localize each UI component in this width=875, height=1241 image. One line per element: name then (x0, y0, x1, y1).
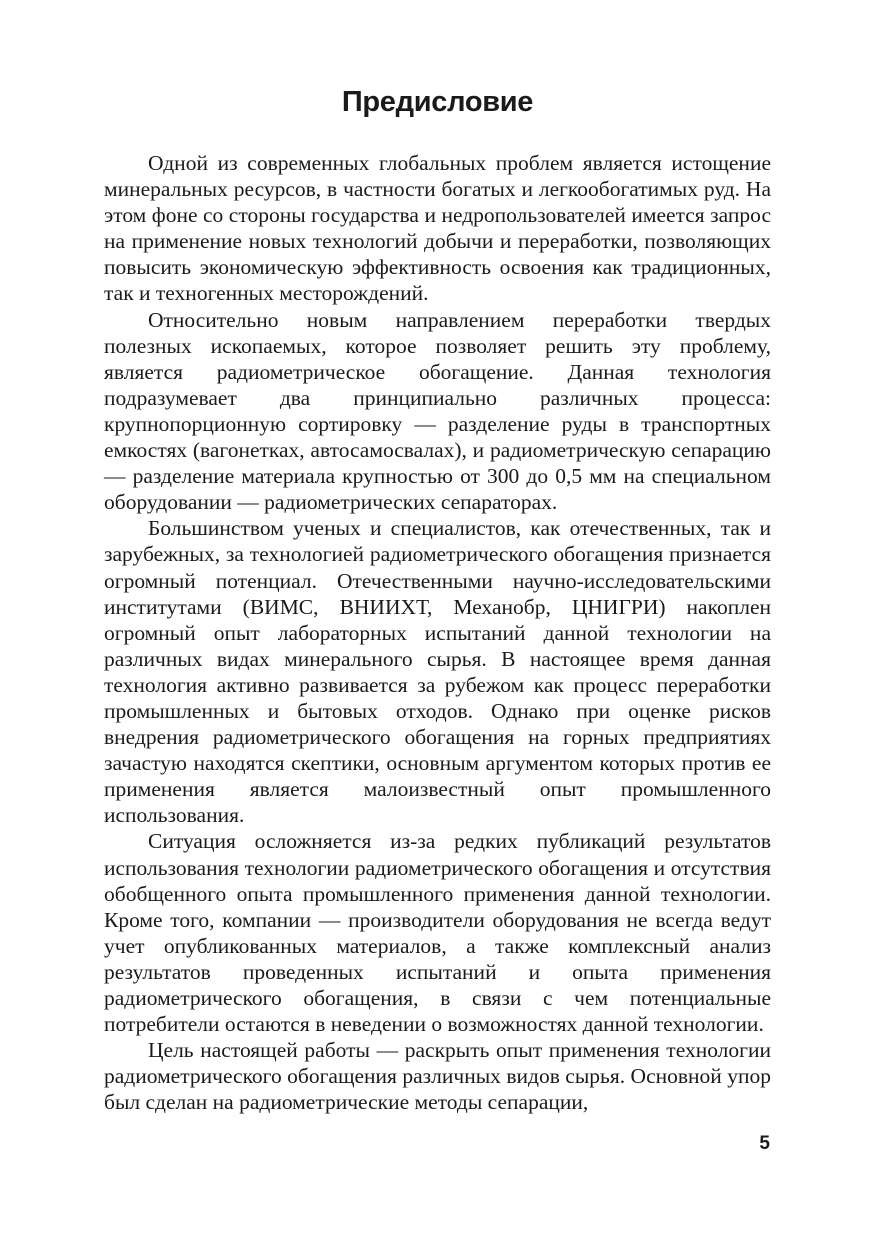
paragraph: Большинством ученых и специалистов, как отечественных, так и зарубежных, за технологией радиометрического обогащения признается огромный потенциал. Отечественными научно-исследовательскими институтами (ВИМС, ВНИИХТ, Механобр, ЦНИГРИ) накоплен огромный опыт лабораторных испытаний данной технологии на различных видах минерального сырья. В настоящее время данная технология активно развивается за рубежом как процесс переработки промышленных и бытовых отходов. Однако при оценке рисков внедрения радиометрического обогащения на горных предприятиях зачастую находятся скептики, основным аргументом которых против ее применения является малоизвестный опыт промышленного использования. (104, 516, 771, 828)
paragraph: Одной из современных глобальных проблем является истощение минеральных ресурсов, в частности богатых и легкообогатимых руд. На этом фоне со стороны государства и недропользователей имеется запрос на применение новых технологий добычи и переработки, позволяющих повысить экономическую эффективность освоения как традиционных, так и техногенных месторождений. (104, 151, 771, 306)
paragraph: Ситуация осложняется из-за редких публикаций результатов использования технологии радиометрического обогащения и отсутствия обобщенного опыта промышленного применения данной технологии. Кроме того, компании — производители оборудования не всегда ведут учет опубликованных материалов, а также комплексный анализ результатов проведенных испытаний и опыта применения радиометрического обогащения, в связи с чем потенциальные потребители остаются в неведении о возможностях данной технологии. (104, 829, 771, 1037)
paragraph: Относительно новым направлением переработки твердых полезных ископаемых, которое позволяет решить эту проблему, является радиометрическое обогащение. Данная технология подразумевает два принципиально различных процесса: крупнопорционную сортировку — разделение руды в транспортных емкостях (вагонетках, автосамосвалах), и радиометрическую сепарацию — разделение материала крупностью от 300 до 0,5 мм на специальном оборудовании — радиометрических сепараторах. (104, 307, 771, 515)
paragraph: Цель настоящей работы — раскрыть опыт применения технологии радиометрического обогащения различных видов сырья. Основной упор был сделан на радиометрические методы сепарации, (104, 1038, 771, 1115)
page-title: Предисловие (341, 86, 534, 118)
body-text (104, 150, 771, 1115)
page-number: 5 (759, 1133, 770, 1154)
